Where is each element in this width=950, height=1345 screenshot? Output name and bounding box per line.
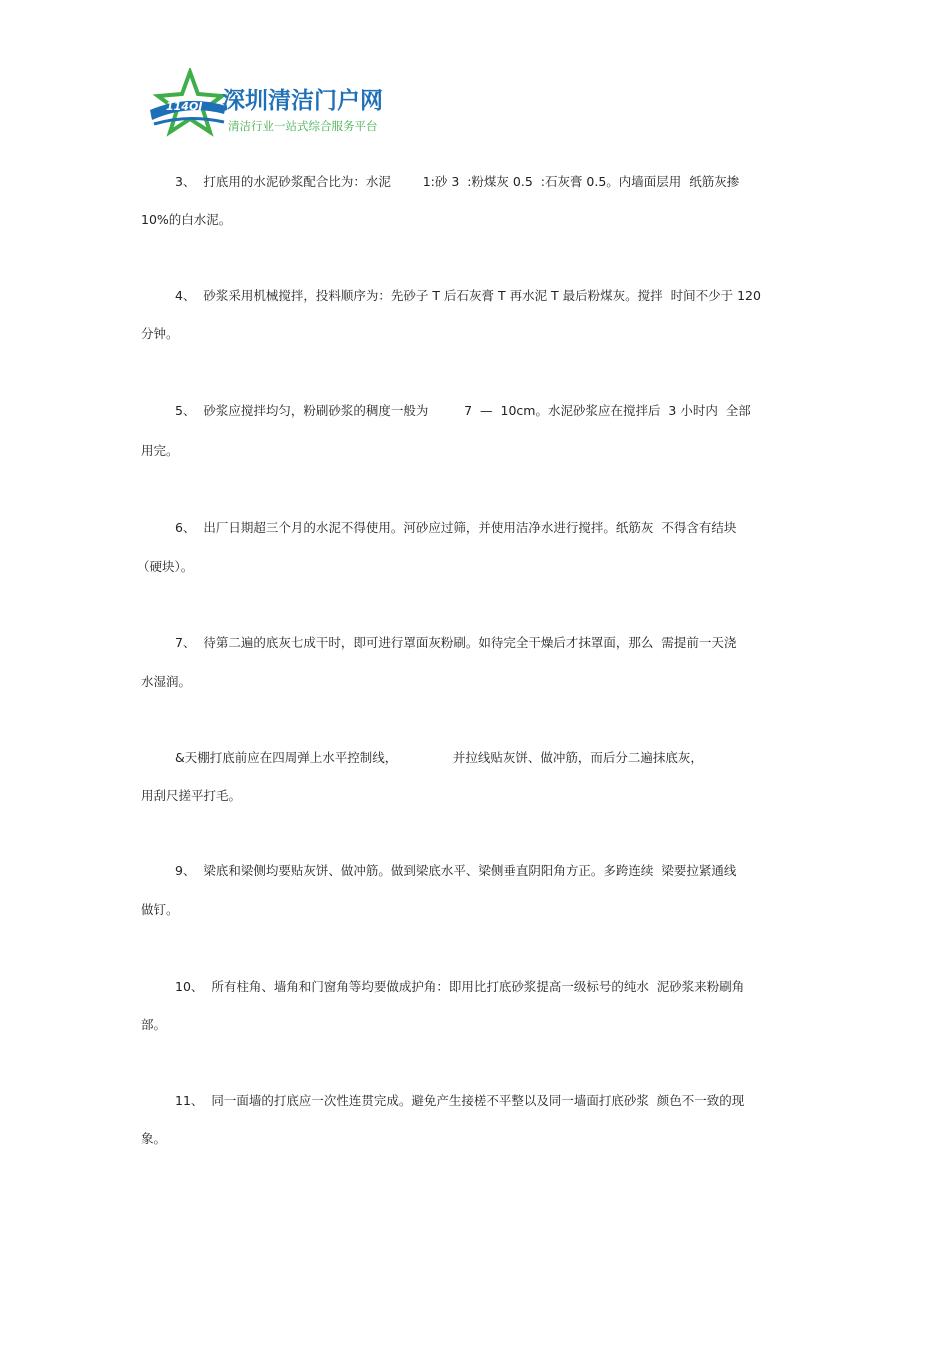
logo-title: 深圳清洁门户网 bbox=[222, 88, 383, 114]
item-4-line-2: 分钟。 bbox=[141, 326, 179, 341]
logo-badge: 114QJ bbox=[166, 100, 203, 113]
item-7-line-1: 7、 待第二遍的底灰七成干时，即可进行罩面灰粉刷。如待完全干燥后才抹罩面，那么 需提前一天浇 bbox=[175, 635, 737, 650]
item-8-line-2: 用刮尺搓平打毛。 bbox=[141, 788, 242, 803]
site-logo bbox=[148, 68, 408, 140]
item-8-line-1: &天棚打底前应在四周弹上水平控制线， 并拉线贴灰饼、做冲筋，而后分二遍抹底灰， bbox=[175, 750, 703, 765]
item-5-line-1: 5、 砂浆应搅拌均匀，粉刷砂浆的稠度一般为 7 — 10cm。水泥砂浆应在搅拌后 3 小时内 全部 bbox=[175, 403, 751, 418]
item-10-line-2: 部。 bbox=[141, 1017, 167, 1032]
item-3-line-2: 10%的白水泥。 bbox=[141, 212, 232, 227]
item-4-line-1: 4、 砂浆采用机械搅拌，投料顺序为：先砂子 T 后石灰膏 T 再水泥 T 最后粉煤灰。搅拌 时间不少于 120 bbox=[175, 288, 761, 303]
item-10-line-1: 10、 所有柱角、墙角和门窗角等均要做成护角：即用比打底砂浆提高一级标号的纯水 泥砂浆来粉刷角 bbox=[175, 979, 745, 994]
item-7-line-2: 水湿润。 bbox=[141, 674, 192, 689]
item-11-line-2: 象。 bbox=[141, 1131, 167, 1146]
item-6-line-2: （硬块）。 bbox=[137, 559, 194, 574]
logo-slogan: 清洁行业一站式综合服务平台 bbox=[228, 119, 378, 133]
item-9-line-2: 做钉。 bbox=[141, 902, 179, 917]
item-5-line-2: 用完。 bbox=[141, 443, 179, 458]
item-11-line-1: 11、 同一面墙的打底应一次性连贯完成。避免产生接槎不平整以及同一墙面打底砂浆 颜色不一致的现 bbox=[175, 1093, 745, 1108]
item-3-line-1: 3、 打底用的水泥砂浆配合比为：水泥 1:砂 3 :粉煤灰 0.5 :石灰膏 0.5。内墙面层用 纸筋灰掺 bbox=[175, 174, 740, 189]
item-6-line-1: 6、 出厂日期超三个月的水泥不得使用。河砂应过筛，并使用洁净水进行搅拌。纸筋灰 不得含有结块 bbox=[175, 520, 737, 535]
item-9-line-1: 9、 梁底和梁侧均要贴灰饼、做冲筋。做到梁底水平、梁侧垂直阴阳角方正。多跨连续 梁要拉紧通线 bbox=[175, 863, 737, 878]
